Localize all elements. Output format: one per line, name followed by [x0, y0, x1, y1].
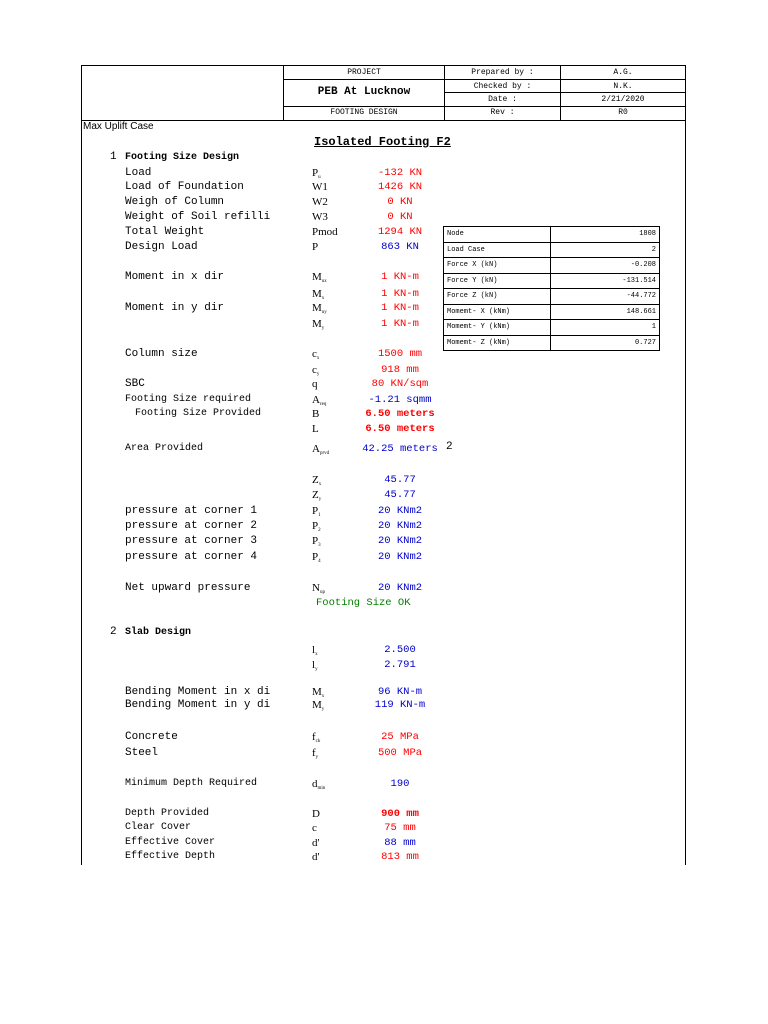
s1-row-value: 6.50 meters	[365, 408, 435, 420]
header-row-line-3	[283, 106, 686, 107]
s2-row-value: 813 mm	[381, 851, 419, 863]
s1-row-symbol: $N_{up}$	[312, 582, 325, 595]
s1-row-symbol: W2	[312, 196, 328, 208]
s1-row-label: pressure at corner 1	[125, 505, 258, 517]
s1-row-value: 1 KN-m	[381, 318, 419, 330]
s1-row-label: Weigh of Column	[125, 196, 225, 208]
forces-key: Force X (kN)	[444, 258, 551, 274]
s1-row-value: 20 KNm2	[377, 505, 423, 517]
s1-row-label: pressure at corner 2	[125, 520, 258, 532]
s1-row-symbol: $P_u$	[312, 167, 321, 180]
s1-row-value: 1426 KN	[377, 181, 423, 193]
forces-key: Node	[444, 227, 551, 243]
s2-row-symbol: d'	[312, 837, 320, 849]
s2-row-value: 2.500	[384, 644, 416, 656]
area-suffix: 2	[446, 441, 453, 453]
s1-row-symbol: $c_y$	[312, 364, 320, 377]
s2-row-symbol: D	[312, 808, 320, 820]
s1-row-symbol: $M_{uy}$	[312, 302, 327, 315]
s1-row-symbol: $P_2$	[312, 520, 321, 533]
page-title: Isolated Footing F2	[314, 135, 451, 149]
forces-row	[444, 258, 660, 274]
s1-row-symbol: $M_y$	[312, 318, 325, 331]
checked-by-value: N.K.	[613, 82, 633, 91]
forces-key: Momemt- Z (kNm)	[444, 335, 551, 351]
section2-heading: Slab Design	[125, 627, 192, 638]
forces-row	[444, 335, 660, 351]
s1-row-symbol: $c_x$	[312, 348, 320, 361]
prepared-by-value: A.G.	[613, 68, 633, 77]
s2-row-label: Depth Provided	[125, 808, 210, 819]
s1-row-value: 20 KNm2	[377, 535, 423, 547]
s2-row-label: Bending Moment in y di	[125, 699, 271, 711]
s1-row-symbol: $M_x$	[312, 288, 325, 301]
s1-row-symbol: $M_{ux}$	[312, 271, 327, 284]
s1-row-value: 6.50 meters	[365, 423, 435, 435]
s2-row-label: Concrete	[125, 731, 178, 743]
s1-row-symbol: $P_1$	[312, 505, 321, 518]
s2-row-label: Steel	[125, 747, 159, 759]
s1-row-symbol: W3	[312, 211, 328, 223]
s2-row-symbol: $l_x$	[312, 644, 318, 657]
s1-row-label: Area Provided	[125, 443, 204, 454]
s2-row-value: 75 mm	[384, 822, 416, 834]
s2-row-label: Bending Moment in x di	[125, 686, 271, 698]
date-value: 2/21/2020	[601, 95, 645, 104]
s2-row-label: Effective Depth	[125, 851, 216, 862]
section1-heading: Footing Size Design	[125, 152, 240, 163]
forces-value: 1	[551, 320, 660, 336]
s2-row-label: Effective Cover	[125, 837, 216, 848]
forces-row	[444, 227, 660, 243]
s2-row-label: Clear Cover	[125, 822, 192, 833]
s1-row-label: Moment in y dir	[125, 302, 225, 314]
s2-row-symbol: $f_y$	[312, 747, 319, 760]
forces-row	[444, 304, 660, 320]
project-name: PEB At Lucknow	[317, 86, 411, 98]
s2-row-value: 500 MPa	[377, 747, 423, 759]
s2-row-value: 25 MPa	[381, 731, 419, 743]
s1-row-symbol: L	[312, 423, 319, 435]
project-label: PROJECT	[347, 68, 381, 77]
s1-row-label: Moment in x dir	[125, 271, 225, 283]
s1-row-value: -132 KN	[377, 167, 423, 179]
s1-row-value: 20 KNm2	[377, 551, 423, 563]
s1-row-value: 1 KN-m	[381, 271, 419, 283]
s1-row-symbol: $P_4$	[312, 551, 321, 564]
s1-row-value: 918 mm	[381, 364, 419, 376]
s2-row-value: 119 KN-m	[374, 699, 426, 711]
s1-row-symbol: Pmod	[312, 226, 338, 238]
s2-row-value: 190	[390, 778, 410, 790]
s2-row-symbol: c	[312, 822, 317, 834]
s2-row-symbol: $f_{ck}$	[312, 731, 321, 744]
s1-row-value: 45.77	[384, 474, 416, 486]
frame-left-line	[81, 65, 82, 865]
forces-value: -0.208	[551, 258, 660, 274]
forces-value: -44.772	[551, 289, 660, 305]
s1-row-symbol: $Z_x$	[312, 474, 322, 487]
header-top-line	[81, 65, 686, 66]
footing-status: Footing Size OK	[316, 597, 411, 609]
date-label: Date :	[488, 95, 517, 104]
s1-row-symbol: W1	[312, 181, 328, 193]
section2-number: 2	[110, 626, 117, 638]
forces-row	[444, 273, 660, 289]
s1-row-label: Weight of Soil refilli	[125, 211, 271, 223]
forces-key: Momemt- X (kNm)	[444, 304, 551, 320]
s1-row-label: Total Weight	[125, 226, 205, 238]
s1-row-symbol: B	[312, 408, 320, 420]
forces-key: Force Z (kN)	[444, 289, 551, 305]
forces-value: 1808	[551, 227, 660, 243]
s1-row-label: SBC	[125, 378, 145, 390]
s1-row-symbol: P	[312, 241, 319, 253]
rev-value: R0	[618, 108, 628, 117]
forces-value: 148.661	[551, 304, 660, 320]
forces-row	[444, 289, 660, 305]
header-row-line-1	[283, 79, 686, 80]
s1-row-value: 1500 mm	[377, 348, 423, 360]
s1-row-label: pressure at corner 4	[125, 551, 258, 563]
checked-by-label: Checked by :	[473, 82, 532, 91]
forces-value: 2	[551, 242, 660, 258]
forces-key: Load Case	[444, 242, 551, 258]
s2-row-value: 2.791	[384, 659, 416, 671]
s1-row-label: Load of Foundation	[125, 181, 244, 193]
s1-row-label: Footing Size required	[125, 394, 252, 405]
s1-row-label: Footing Size Provided	[135, 408, 262, 419]
s1-row-label: Design Load	[125, 241, 198, 253]
s1-row-value: 1 KN-m	[381, 288, 419, 300]
s2-row-label: Minimum Depth Required	[125, 778, 258, 789]
s1-row-value: 45.77	[384, 489, 416, 501]
s1-row-value: 1294 KN	[377, 226, 423, 238]
forces-table	[443, 226, 660, 351]
s2-row-symbol: $l_y$	[312, 659, 318, 672]
forces-value: 0.727	[551, 335, 660, 351]
s2-row-value: 96 KN-m	[377, 686, 423, 698]
s1-row-value: -1.21 sqmm	[368, 394, 432, 406]
s1-row-value: 0 KN	[387, 196, 413, 208]
s2-row-symbol: $d_{min}$	[312, 778, 326, 791]
s2-row-symbol: $M_y$	[312, 699, 325, 712]
s1-row-value: 80 KN/sqm	[371, 378, 429, 390]
s1-row-value: 1 KN-m	[381, 302, 419, 314]
s1-row-label: Load	[125, 167, 152, 179]
s1-row-label: Net upward pressure	[125, 582, 251, 594]
frame-right-line	[685, 65, 686, 865]
s2-row-value: 88 mm	[384, 837, 416, 849]
s2-row-symbol: $M_x$	[312, 686, 325, 699]
forces-key: Force Y (kN)	[444, 273, 551, 289]
header-bottom-line	[81, 120, 686, 121]
section1-number: 1	[110, 151, 117, 163]
forces-value: -131.514	[551, 273, 660, 289]
s1-row-label: Column size	[125, 348, 198, 360]
s1-row-symbol: $A_{req}$	[312, 394, 327, 407]
s1-row-value: 20 KNm2	[377, 582, 423, 594]
header-row-line-2	[444, 92, 686, 93]
forces-row	[444, 242, 660, 258]
s1-row-value: 42.25 meters	[362, 443, 438, 455]
s1-row-value: 0 KN	[387, 211, 413, 223]
forces-row	[444, 320, 660, 336]
s1-row-symbol: $A_{prvd}$	[312, 443, 330, 456]
section-label: FOOTING DESIGN	[330, 108, 398, 117]
s1-row-symbol: $P_3$	[312, 535, 321, 548]
s2-row-value: 900 mm	[381, 808, 419, 820]
s1-row-label: pressure at corner 3	[125, 535, 258, 547]
case-label: Max Uplift Case	[83, 121, 154, 132]
s1-row-symbol: q	[312, 378, 318, 390]
s2-row-symbol: d'	[312, 851, 320, 863]
forces-key: Momemt- Y (kNm)	[444, 320, 551, 336]
s1-row-value: 863 KN	[381, 241, 419, 253]
prepared-by-label: Prepared by :	[471, 68, 534, 77]
rev-label: Rev :	[490, 108, 515, 117]
s1-row-value: 20 KNm2	[377, 520, 423, 532]
s1-row-symbol: $Z_y$	[312, 489, 322, 502]
